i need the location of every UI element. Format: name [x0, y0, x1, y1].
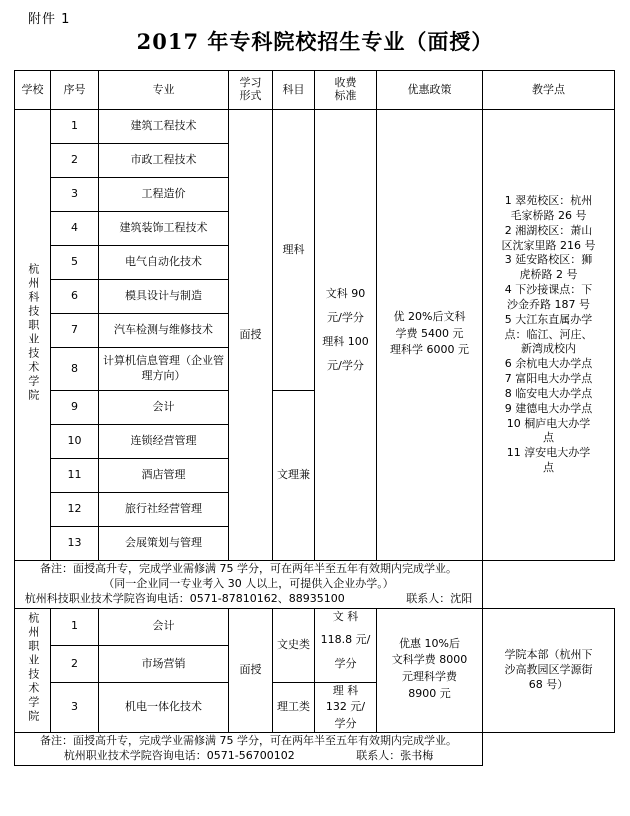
section-0-site-line-11: 6 余杭电大办学点 — [504, 357, 593, 371]
header-study-form-line1: 学习 — [239, 76, 262, 90]
section-0-site-line-14: 9 建德电大办学点 — [504, 401, 593, 415]
section-1-fee1-line-2: 学分 — [334, 716, 357, 730]
section-0-major-6-name: 汽车检测与维修技术 — [99, 314, 229, 348]
section-0-major-5-name: 模具设计与制造 — [99, 280, 229, 314]
section-0-major-1-name: 市政工程技术 — [99, 144, 229, 178]
header-subject: 科目 — [273, 71, 315, 110]
section-1-subject-1: 理工类 — [273, 683, 315, 733]
section-0-major-3-name: 建筑装饰工程技术 — [99, 212, 229, 246]
section-0-school-name: 杭州科技职业技术学院 — [15, 110, 51, 561]
section-1-major-2-no: 3 — [51, 683, 99, 733]
section-0-major-4-name: 电气自动化技术 — [99, 246, 229, 280]
section-1-school-name: 杭州职业技术学院 — [15, 608, 51, 732]
section-1-policy-line-2: 元理科学费 — [402, 670, 457, 684]
section-0-major-12-no: 13 — [51, 527, 99, 561]
section-1-subject-0: 文史类 — [273, 608, 315, 683]
section-0-policy-line-2: 理科学 6000 元 — [390, 343, 469, 357]
table-row — [15, 608, 615, 645]
section-1-policy-line-0: 优惠 10%后 — [399, 636, 460, 650]
section-1-fee1-line-1: 132 元/ — [325, 700, 366, 714]
section-0-fee-line-3: 元/学分 — [327, 358, 364, 372]
section-0-site-line-8: 5 大江东直属办学 — [504, 312, 593, 326]
section-1-teaching-site — [483, 608, 615, 732]
section-1-note-1-wrap — [17, 749, 480, 764]
section-0-major-0-name: 建筑工程技术 — [99, 110, 229, 144]
section-0-fee-line-1: 元/学分 — [327, 311, 364, 325]
section-1-fee0-line-0: 文 科 — [332, 609, 359, 623]
section-1-fee-group-1 — [315, 683, 377, 733]
section-1-fee0-line-2: 学分 — [334, 657, 357, 671]
section-0-fee — [315, 110, 377, 561]
section-0-major-1-no: 2 — [51, 144, 99, 178]
section-0-policy-line-1: 学费 5400 元 — [395, 326, 464, 340]
section-1-major-0-no: 1 — [51, 608, 99, 645]
admissions-table — [14, 70, 615, 766]
section-1-contact: 联系人：张书梅 — [356, 748, 434, 762]
header-fee — [315, 71, 377, 110]
table-header-row — [15, 71, 615, 110]
section-1-fee0-line-1: 118.8 元/ — [320, 633, 371, 647]
attachment-label: 附件 1 — [28, 12, 71, 27]
header-study-form-line2: 形式 — [239, 89, 262, 102]
section-0-contact: 联系人：沈阳 — [406, 591, 473, 605]
section-0-site-line-10: 新湾成校内 — [521, 342, 576, 356]
section-0-major-4-no: 5 — [51, 246, 99, 280]
section-0-site-line-18: 点 — [543, 461, 554, 475]
table-row-notes — [15, 561, 615, 609]
header-teaching-site: 教学点 — [483, 71, 615, 110]
section-0-site-line-12: 7 富阳电大办学点 — [504, 372, 593, 386]
section-1-note-0: 备注：面授高升专，完成学业需修满 75 学分，可在两年半至五年有效期内完成学业。 — [40, 733, 457, 747]
section-0-major-8-no: 9 — [51, 391, 99, 425]
section-0-site-line-1: 毛家桥路 26 号 — [510, 208, 587, 222]
section-1-policy-line-1: 文科学费 8000 — [391, 653, 468, 667]
section-0-fee-line-0: 文科 90 — [325, 287, 366, 301]
section-1-major-1-no: 2 — [51, 645, 99, 682]
header-study-form — [229, 71, 273, 110]
section-0-major-10-name: 酒店管理 — [99, 459, 229, 493]
section-0-major-7-name: 计算机信息管理（企业管理方向） — [99, 348, 229, 391]
section-0-major-6-no: 7 — [51, 314, 99, 348]
section-0-site-line-9: 点：临江、河庄、 — [504, 327, 593, 341]
section-1-fee-group-0 — [315, 608, 377, 683]
header-fee-line2: 标准 — [334, 89, 357, 102]
section-0-site-line-4: 3 延安路校区：狮 — [504, 253, 593, 267]
section-0-policy-line-0: 优 20%后文科 — [393, 309, 466, 323]
section-0-major-5-no: 6 — [51, 280, 99, 314]
section-1-notes — [15, 732, 483, 765]
section-0-subject-0: 理科 — [273, 110, 315, 391]
section-0-teaching-site — [483, 110, 615, 561]
section-0-subject-1: 文理兼 — [273, 391, 315, 561]
header-index: 序号 — [51, 71, 99, 110]
section-0-major-3-no: 4 — [51, 212, 99, 246]
section-1-site-line-0: 学院本部（杭州下 — [504, 647, 593, 661]
section-1-policy — [377, 608, 483, 732]
section-0-note-2-wrap — [17, 592, 480, 607]
section-0-major-9-name: 连锁经营管理 — [99, 425, 229, 459]
section-0-major-0-no: 1 — [51, 110, 99, 144]
section-0-site-line-16: 点 — [543, 431, 554, 445]
section-0-study-form: 面授 — [229, 110, 273, 561]
section-1-major-2-name: 机电一体化技术 — [99, 683, 229, 733]
section-0-major-2-no: 3 — [51, 178, 99, 212]
section-0-major-12-name: 会展策划与管理 — [99, 527, 229, 561]
section-0-notes — [15, 561, 483, 609]
section-0-site-line-0: 1 翠苑校区：杭州 — [504, 193, 593, 207]
header-fee-line1: 收费 — [334, 76, 357, 90]
page-title: 2017 年专科院校招生专业（面授） — [136, 29, 494, 54]
section-0-site-line-6: 4 下沙接课点：下 — [504, 283, 593, 297]
section-0-note-0: 备注：面授高升专，完成学业需修满 75 学分，可在两年半至五年有效期内完成学业。 — [40, 562, 457, 575]
section-1-note-1: 杭州职业技术学院咨询电话：0571-56700102 — [63, 748, 295, 762]
section-1-policy-line-3: 8900 元 — [408, 687, 451, 701]
section-1-site-line-2: 68 号） — [528, 677, 569, 691]
section-0-site-line-5: 虎桥路 2 号 — [519, 268, 578, 282]
section-0-note-2: 杭州科技职业技术学院咨询电话：0571-87810162、88935100 — [24, 591, 345, 605]
section-1-site-line-1: 沙高教园区学源街 — [504, 662, 593, 676]
section-0-major-8-name: 会计 — [99, 391, 229, 425]
section-0-site-line-15: 10 桐庐电大办学 — [506, 416, 591, 430]
section-0-major-2-name: 工程造价 — [99, 178, 229, 212]
header-policy: 优惠政策 — [377, 71, 483, 110]
section-0-site-line-2: 2 湘湖校区：萧山 — [504, 223, 593, 237]
section-0-policy — [377, 110, 483, 561]
table-row — [15, 110, 615, 144]
section-1-major-1-name: 市场营销 — [99, 645, 229, 682]
header-major: 专业 — [99, 71, 229, 110]
section-1-study-form: 面授 — [229, 608, 273, 732]
section-0-site-line-3: 区沈家里路 216 号 — [501, 238, 596, 252]
header-school: 学校 — [15, 71, 51, 110]
section-0-major-11-no: 12 — [51, 493, 99, 527]
section-0-major-11-name: 旅行社经营管理 — [99, 493, 229, 527]
section-0-major-10-no: 11 — [51, 459, 99, 493]
section-0-site-line-17: 11 淳安电大办学 — [506, 446, 591, 460]
section-0-site-line-7: 沙金乔路 187 号 — [507, 297, 590, 311]
section-0-note-1: （同一企业同一专业考入 30 人以上，可提供入企业办学。） — [103, 576, 394, 590]
section-0-major-7-no: 8 — [51, 348, 99, 391]
section-1-major-0-name: 会计 — [99, 608, 229, 645]
section-0-fee-line-2: 理科 100 — [322, 335, 369, 348]
section-0-major-9-no: 10 — [51, 425, 99, 459]
section-1-fee1-line-0: 理 科 — [332, 684, 359, 698]
table-row-notes — [15, 732, 615, 765]
section-0-site-line-13: 8 临安电大办学点 — [504, 386, 593, 400]
